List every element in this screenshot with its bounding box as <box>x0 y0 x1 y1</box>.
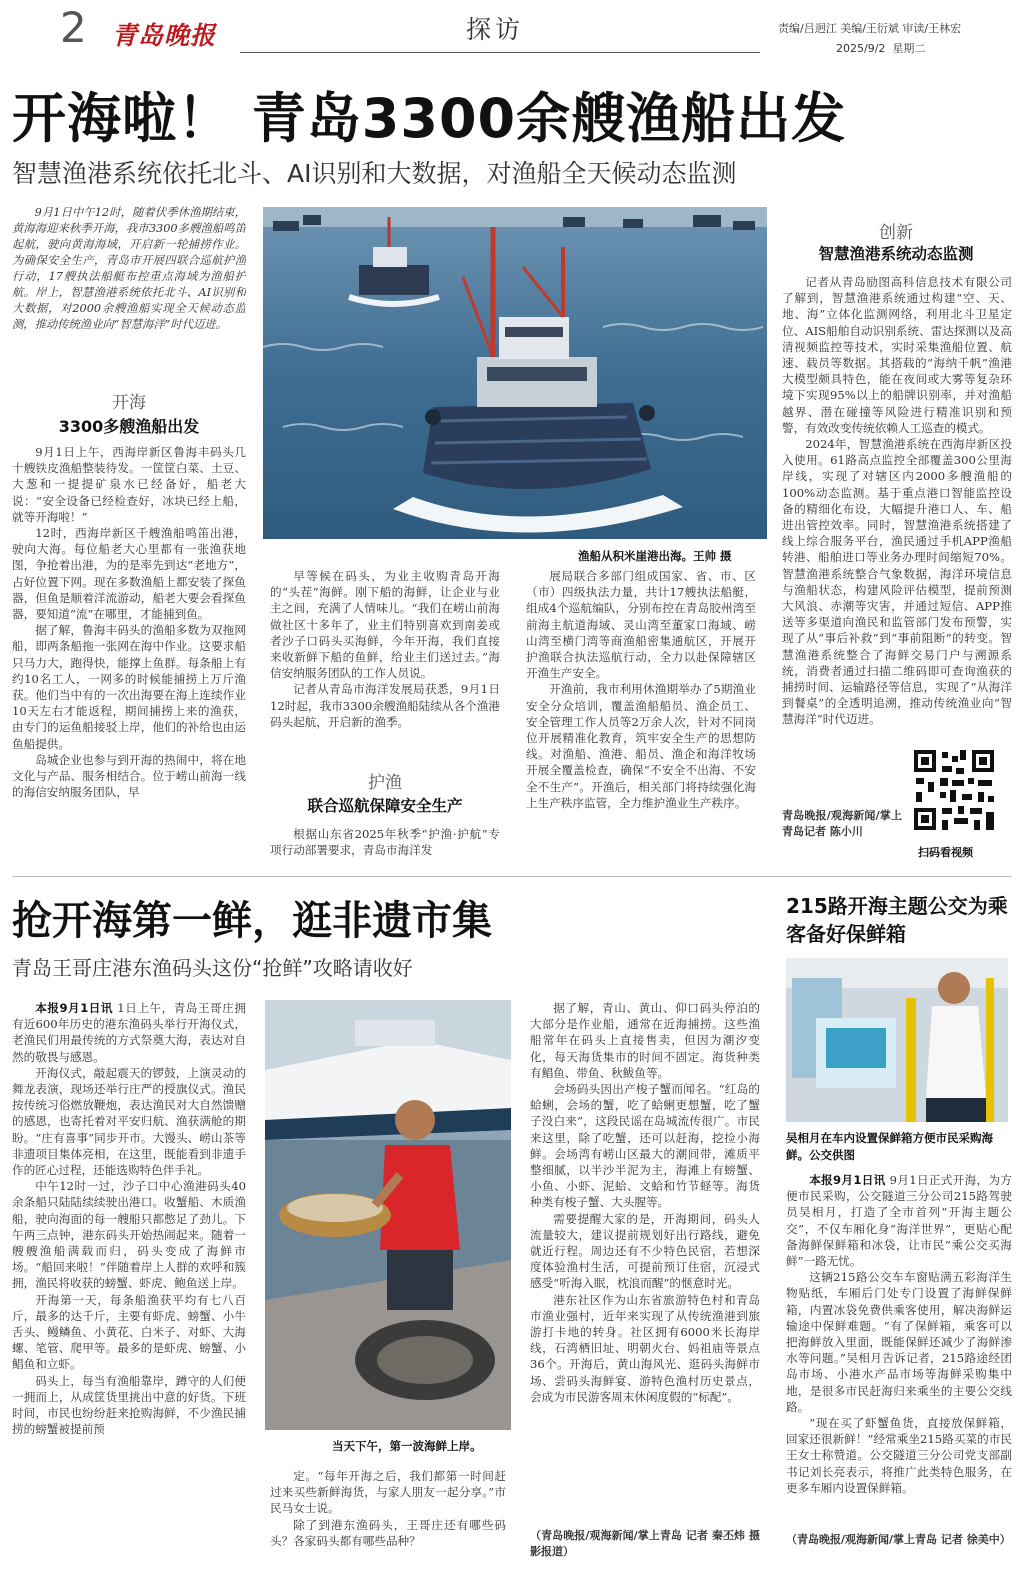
issue-date: 2025/9/2 星期二 <box>836 42 926 55</box>
qr-caption: 扫码看视频 <box>918 846 973 859</box>
story2-col1-body: 本报9月1日讯 1日上午，青岛王哥庄拥有近600年历史的港东渔码头举行开海仪式，老渔民们用最传统的方式祭奠大海，表达对自然的敬畏与感恩。 开海仪式，敲起震天的锣鼓，上演灵动的舞龙表演，现场还举行庄严的授旗仪式。渔民按传统习俗燃放鞭炮，表达渔民对大自然馈赠的感恩，也寄托着对平安归航、渔获满舱的期盼。“庄有喜事”同步开市。大馒头、崂山茶等非遗项目集体亮相，在这里，既能看到非遗手作的匠心过程，还能选购特色伴手礼。 中午12时一过，沙子口中心渔港码头40余条船只陆陆续续驶出港口。收蟹船、木质渔船，驶向海面的每一艘船只都憋足了劲儿。下午两三点钟，港东码头开始热闹起来。随着一艘艘渔船满载而归，码头变成了海鲜市场。“船回来啦！”伴随着岸上人群的欢呼和簇拥，渔民将收获的螃蟹、虾虎、鲍鱼送上岸。 开海第一天，每条船渔获平均有七八百斤，最多的达千斤，主要有虾虎、螃蟹、小牛舌头、鳗鳞鱼、小黄花、白米子、对虾、大海螺、笔管、爬甲等。最多的是虾虎、螃蟹、小鲳鱼和立虾。 码头上，每当有渔船靠岸，蹲守的人们便一拥而上，从成筐货里挑出中意的好货。下班时间，市民也纷纷赶来抢购海鲜，不少渔民捕捞的螃蟹被提前预 <box>12 1001 246 1437</box>
story2-col3-body: 据了解，青山、黄山、仰口码头停泊的大部分是作业船，通常在近海捕捞。这些渔船常年在码头上直接售卖，但因为潮汐变化，每天海货集市的时间不固定。海货种类有鲳鱼、带鱼、秋鲅鱼等。 会场码头因出产梭子蟹而闻名。“红岛的蛤蜊，会场的蟹，吃了蛤蜊更想蟹，吃了蟹子没白来”，这段民谣在岛城流传很广。市民来这里，除了吃蟹，还可以赶海，挖捡小海鲜。会场湾有崂山区最大的潮间带，滩质平整细腻，以半沙半泥为主，海滩上有螃蟹、小鱼、小虾、泥蛤、文蛤和竹节蛏等。海货种类有梭子蟹、大头腥等。 需要提醒大家的是，开海期间，码头人流量较大，建议提前规划好出行路线，避免就近行程。周边还有不少特色民宿，若想深度体验渔村生活，可提前预订住宿，沉浸式感受“听海入眠，枕浪而醒”的惬意时光。 港东社区作为山东省旅游特色村和青岛市渔业强村，近年来实现了从传统渔港到旅游打卡地的转身。社区拥有6000米长海岸线，石湾栖旧址、明朝火台、妈祖庙等景点36个。开海后，黄山海风光、逛码头海鲜市场、尝码头海鲜宴、游特色渔村历史景点，会成为市民游客周末休闲度假的“标配”。 <box>530 1001 760 1404</box>
story3-headline: 215路开海主题公交为乘客备好保鲜箱 <box>786 894 1008 946</box>
story2-headline: 抢开海第一鲜，逛非遗市集 <box>12 898 492 944</box>
story1-col2-tail: 根据山东省2025年秋季“护渔·护航”专项行动部署要求，青岛市海洋发 <box>270 827 500 858</box>
qr-code-icon <box>912 748 996 832</box>
story1-lead: 9月1日中午12时，随着伏季休渔期结束，黄海海迎来秋季开海，我市3300多艘渔船鸣笛起航，驶向黄海海域，开启新一轮捕捞作业。为确保安全生产，青岛市开展四联合巡航护渔行动，17艘执法船艇布控重点海域为渔船护航。岸上，智慧渔港系统依托北斗、AI识别和大数据，对2000余艘渔船实现全天候动态监测，推动传统渔业向“智慧海洋”时代迈进。 <box>12 206 246 331</box>
fisherman-photo <box>265 1000 511 1430</box>
story1-col2-body: 早等候在码头，为业主收购青岛开海的“头茬”海鲜。刚下船的海鲜，让企业与业主之间，充满了人情味儿。“我们在崂山前海做社区十多年了，业主们特别喜欢到南姜或者沙子口码头买海鲜，今年开海，我们直接来收新鲜下船的鱼鲜，给业主们送过去。”海信安纳服务团队的工作人员说。 记者从青岛市海洋发展局获悉，9月1日12时起，我市3300余艘渔船陆续从各个渔港码头起航，开启新的渔季。 <box>270 569 500 729</box>
story1-col4-body: 记者从青岛励图高科信息技术有限公司了解到，智慧渔港系统通过构建“空、天、地、海”立体化监测网络，利用北斗卫星定位、AIS船舶自动识别系统、雷达探测以及高清视频监控等技术，实时采集渔船位置、航速、载员等数据。其搭载的“海纳千帆”渔港大模型颇具特色，能在夜间或大雾等复杂环境下实现95%以上的船牌识别率，并对渔船越界、潜在碰撞等风险进行精准识别和预警，有效改变传统依赖人工巡查的模式。 2024年，智慧渔港系统在西海岸新区投入使用。61路高点监控全部覆盖300公里海岸线，实现了对辖区内2000多艘渔船的100%动态监测。基于重点港口智能监控设备的精细化布设，大幅提升港口人、车、船进出管控效率。同时，智慧渔港系统搭建了线上综合服务平台，渔民通过手机APP渔船转港、船舶进口等业务办理时间缩短70%。智慧渔港系统整合气象数据，海洋环境信息与渔船状态，构建风险评估模型，提前预测大风浪、赤潮等灾害，并通过短信、APP推送等多渠道向渔民和监管部门发布预警，实现了从“事后补救”到“事前阻断”的转变。智慧渔港系统整合了海鲜交易门户与溯源系统，消费者通过扫描二维码即可查询渔获的捕捞时间、运输路径等信息，实现了“从海洋到餐桌”的全透明追溯，推动传统渔业向“智慧海洋”时代迈进。 <box>782 275 1012 727</box>
page-number: 2 <box>60 3 87 52</box>
qr-code[interactable] <box>912 748 996 832</box>
photo-caption-bus: 吴相月在车内设置保鲜箱方便市民采购海鲜。公交供图 <box>786 1131 993 1162</box>
photo-caption-boat: 渔船从积米崖港出海。王帅 摄 <box>578 549 732 563</box>
story3-byline: （青岛晚报/观海新闻/掌上青岛 记者 徐美中） <box>786 1533 1011 1546</box>
section-label: 探访 <box>466 15 525 44</box>
section-kicker-huyu: 护渔 <box>368 773 402 793</box>
story-divider <box>12 876 1012 877</box>
editors-credit: 责编/吕迥江 美编/王衍斌 审读/王林宏 <box>778 22 962 35</box>
section-kicker-chuangxin: 创新 <box>879 223 913 243</box>
story1-byline: 青岛晚报/观海新闻/掌上青岛记者 陈小川 <box>782 809 902 839</box>
paper-name: 青岛晚报 <box>112 21 217 50</box>
section-kicker-kaihai: 开海 <box>112 393 146 413</box>
story2-col2-body: 定。“每年开海之后，我们都第一时间赶过来买些新鲜海货，与家人朋友一起分享。”市民马女士说。 除了到港东渔码头，王哥庄还有哪些码头？各家码头都有哪些品种？ <box>270 1469 506 1548</box>
section-title-chuangxin: 智慧渔港系统动态监测 <box>818 245 974 263</box>
bus-interior-illustration <box>786 958 1008 1122</box>
fisherman-illustration <box>265 1000 511 1430</box>
story2-dateline: 本报9月1日讯 <box>35 1001 114 1015</box>
story3-body: 本报9月1日讯 9月1日正式开海，为方便市民采购，公交隧道三分公司215路驾驶员吴相月，打造了全市首列“开海主题公交”，不仅车厢化身“海洋世界”，更贴心配备海鲜保鲜箱和冰袋，让市民“乘公交买海鲜”一路无忧。 这辆215路公交车车窗贴满五彩海洋生物贴纸，车厢后门处专门设置了海鲜保鲜箱，内置冰袋免费供乘客使用，解决海鲜运输途中保鲜难题。“有了保鲜箱，乘客可以把海鲜放入里面，既能保鲜还减少了海鲜渗水等问题。”吴相月告诉记者，215路途经团岛市场、小港水产品市场等海鲜采购集中地，是很多市民赶海归来乘坐的主要公交线路。 “现在买了虾蟹鱼货，直接放保鲜箱，回家还很新鲜！”经常乘坐215路买菜的市民王女士称赞道。公交隧道三分公司党支部副书记刘长亮表示，将推广此类特色服务，在更多车厢内设置保鲜箱。 <box>786 1173 1012 1495</box>
story2-subhead: 青岛王哥庄港东渔码头这份“抢鲜”攻略请收好 <box>12 956 413 980</box>
photo-caption-fisherman: 当天下午，第一波海鲜上岸。 <box>332 1439 482 1453</box>
section-title-huyu: 联合巡航保障安全生产 <box>307 797 463 815</box>
section-title-kaihai: 3300多艘渔船出发 <box>58 417 200 436</box>
story1-headline: 开海啦！ 青岛3300余艘渔船出发 <box>12 87 847 150</box>
story1-col1-body: 9月1日上午，西海岸新区鲁海丰码头几十艘铁皮渔船整装待发。一筐筐白菜、土豆、大葱和一提提矿泉水已经备好，船老大说：“安全设备已经检查好，冰块已经上船，就等开海啦！” 12时，西海岸新区千艘渔船鸣笛出港，驶向大海。每位船老大心里都有一张渔获地图，争抢着出港，为的是率先到达“老地方”，占好位置下网。现在多数渔船上都安装了探鱼器，但鱼是顺着洋流游动，船老大要会看探鱼器，要知道“流”在哪里，才能捕到鱼。 据了解，鲁海丰码头的渔船多数为双拖网船，即两条船拖一张网在海中作业。这要求船只马力大，跑得快，能撑上鱼群。每条船上有约10名工人，一网多的时候能捕捞上万斤渔获。他们当中有的一次出海要在海上连续作业10天左右才能返程，期间捕捞上来的渔获，由专门的运鱼船接驳上岸，他们的补给也由运鱼船提供。 岛城企业也参与到开海的热闹中，将在地文化与产品、服务相结合。位于崂山前海一线的海信安纳服务团队，早 <box>12 445 246 800</box>
story2-byline: （青岛晚报/观海新闻/掌上青岛 记者 秦丕炜 摄影报道） <box>530 1529 760 1559</box>
fishing-boat-photo <box>263 207 767 539</box>
story3-dateline: 本报9月1日讯 <box>809 1173 886 1187</box>
masthead-rule <box>240 52 760 53</box>
story1-col3-body: 展局联合多部门组成国家、省、市、区（市）四级执法力量，共计17艘执法船艇，组成4个巡航编队，分别布控在青岛胶州湾至前海主航道海域、灵山湾至董家口海域、崂山湾至横门湾等商渔船密集通航区，开展开护渔联合执法巡航行动，全力以赴保障辖区开渔生产安全。 开渔前，我市利用休渔期举办了5期渔业安全分众培训，覆盖渔船船员、渔企员工、安全管理工作人员等2万余人次，针对不同岗位开展精准化教育，筑牢安全生产的思想防线。对渔船、渔港、船员、渔企和海洋牧场开展全覆盖检查，确保“不安全不出海、不安全不生产”。开渔后，相关部门将持续强化海上生产秩序监管，全力维护渔业生产秩序。 <box>526 569 756 810</box>
story1-subhead: 智慧渔港系统依托北斗、AI识别和大数据，对渔船全天候动态监测 <box>12 159 737 188</box>
fishing-boat-illustration <box>263 207 767 539</box>
bus-photo <box>786 958 1008 1122</box>
